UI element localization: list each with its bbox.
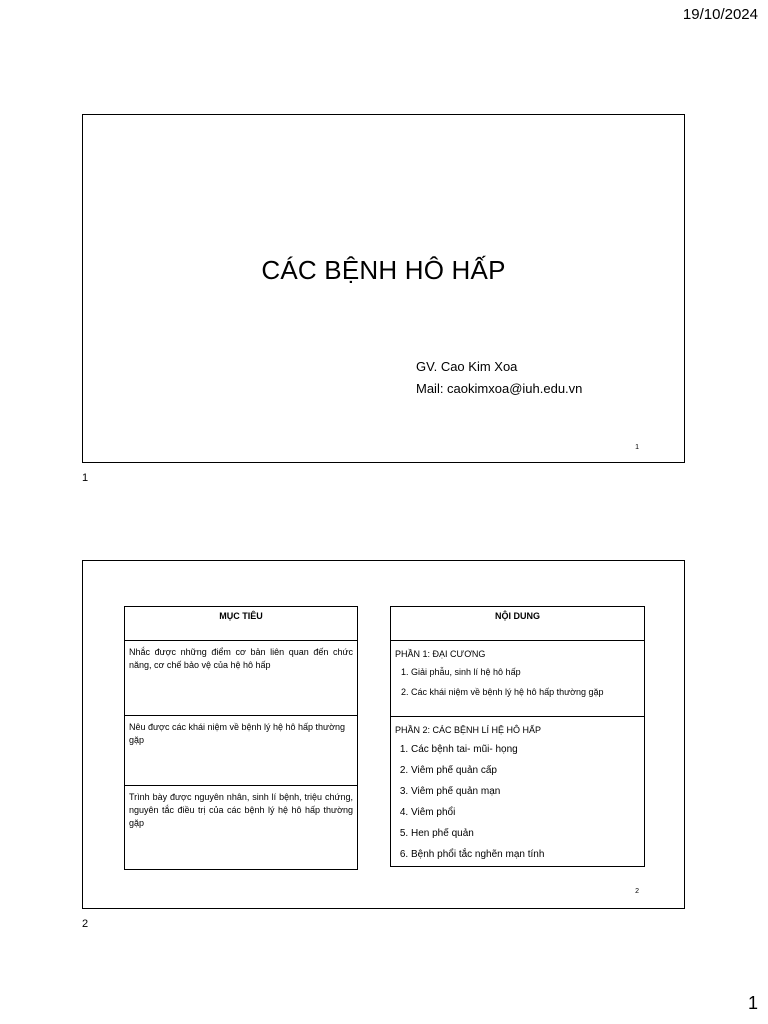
sheet-number: 1 — [747, 993, 758, 1013]
slide-number: 2 — [635, 888, 639, 895]
list-item: 2. Các khái niệm về bệnh lý hệ hô hấp thường gặp — [411, 686, 640, 699]
goal-item: Nêu được các khái niệm về bệnh lý hệ hô hấp thường gặp — [125, 716, 358, 786]
goals-table — [124, 606, 358, 870]
part-2-title: PHẦN 2: CÁC BỆNH LÍ HỆ HÔ HẤP — [395, 725, 542, 735]
part-1-cell — [391, 641, 645, 717]
list-item: 5. Hen phế quản — [411, 827, 640, 840]
list-item: 2. Viêm phế quản cấp — [411, 764, 640, 777]
content-table — [390, 606, 645, 867]
part-2-cell — [391, 717, 645, 867]
author-block — [416, 356, 582, 400]
content-header: NỘI DUNG — [391, 607, 645, 641]
print-date: 19/10/2024 — [682, 6, 758, 23]
list-item: 1. Giải phẫu, sinh lí hệ hô hấp — [411, 666, 640, 679]
author-name: GV. Cao Kim Xoa — [416, 359, 518, 374]
list-item: 6. Bệnh phổi tắc nghẽn mạn tính — [411, 848, 640, 861]
slide-number: 1 — [635, 444, 639, 451]
slide-title: CÁC BỆNH HÔ HẤP — [261, 255, 506, 285]
list-item: 3. Viêm phế quản mạn — [411, 785, 640, 798]
list-item: 1. Các bệnh tai- mũi- họng — [411, 743, 640, 756]
page-label-2: 2 — [82, 918, 89, 930]
goal-item: Nhắc được những điểm cơ bản liên quan đến chức năng, cơ chế bảo vệ của hệ hô hấp — [125, 641, 358, 716]
page-label-1: 1 — [82, 472, 89, 484]
list-item: 4. Viêm phổi — [411, 806, 640, 819]
part-1-title: PHẦN 1: ĐẠI CƯƠNG — [395, 649, 486, 659]
goal-item: Trình bày được nguyên nhân, sinh lí bệnh, triệu chứng, nguyên tắc điều trị của các bệnh lý hệ hô hấp thường gặp — [125, 786, 358, 870]
goals-header: MỤC TIÊU — [125, 607, 358, 641]
part-1-list — [391, 666, 644, 699]
slide-1-title — [82, 114, 685, 463]
part-2-list — [391, 743, 644, 861]
author-mail: Mail: caokimxoa@iuh.edu.vn — [416, 381, 583, 396]
slide-2-overview — [82, 560, 685, 909]
